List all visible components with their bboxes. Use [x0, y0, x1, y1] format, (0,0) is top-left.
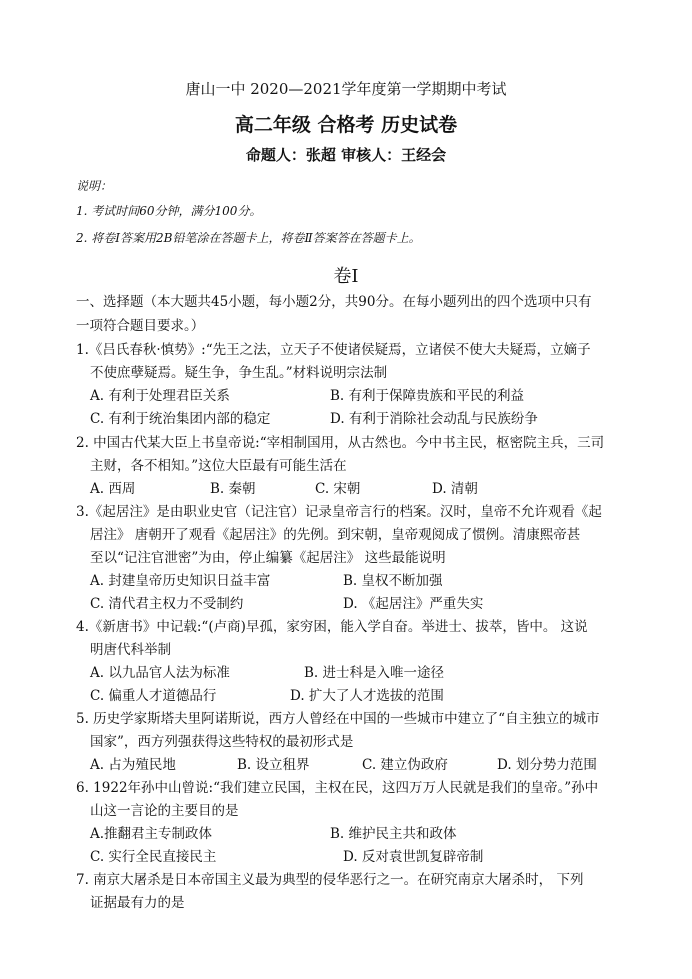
q1-stem-line-1: 1.《吕氏春秋·慎势》:“先王之法，立天子不使诸侯疑焉，立诸侯不使大夫疑焉，立嫡子 [76, 342, 591, 358]
q1-option-c: C. 有利于统治集团内部的稳定 [90, 411, 271, 427]
q5-option-d: D. 划分势力范围 [497, 757, 597, 773]
q4-stem-line-2: 明唐代科举制 [90, 642, 171, 658]
q5-stem-line-2: 国家”，西方列强获得这些特权的最初形式是 [90, 734, 354, 750]
q7-stem-line-1: 7. 南京大屠杀是日本帝国主义最为典型的侵华恶行之一。在研究南京大屠杀时， 下列 [76, 872, 584, 888]
q1-option-d: D. 有利于消除社会动乱与民族纷争 [330, 411, 538, 427]
q3-stem-line-3: 至以“记注官泄密”为由，停止编纂《起居注》 这些最能说明 [90, 550, 446, 566]
q1-stem-line-2: 不使庶孽疑焉。疑生争，争生乱。”材料说明宗法制 [90, 365, 388, 381]
q3-option-d: D. 《起居注》严重失实 [343, 596, 484, 612]
intro-line-2: 一项符合题目要求。） [76, 318, 205, 334]
q1-option-a: A. 有利于处理君臣关系 [90, 388, 230, 404]
q4-option-c: C. 偏重人才道德品行 [90, 688, 217, 704]
q6-option-a: A.推翻君主专制政体 [90, 826, 213, 842]
q4-option-d: D. 扩大了人才选拔的范围 [290, 688, 444, 704]
q3-stem-line-2: 居注》 唐朝开了观看《起居注》的先例。到宋朝，皇帝观阅成了惯例。清康熙帝甚 [90, 527, 581, 543]
q5-option-c: C. 建立伪政府 [362, 757, 448, 773]
q5-stem-line-1: 5. 历史学家斯塔夫里阿诺斯说，西方人曾经在中国的一些城市中建立了“自主独立的城市 [76, 711, 600, 727]
q6-option-c: C. 实行全民直接民主 [90, 849, 217, 865]
q6-option-d: D. 反对袁世凯复辟帝制 [343, 849, 484, 865]
q6-stem-line-2: 山这一言论的主要目的是 [90, 803, 239, 819]
q3-option-a: A. 封建皇帝历史知识日益丰富 [90, 573, 271, 589]
q3-stem-line-1: 3.《起居注》是由职业史官（记注官）记录皇帝言行的档案。汉时，皇帝不允许观看《起 [76, 504, 602, 520]
q2-option-d: D. 清朝 [432, 481, 478, 497]
exam-header-authors: 命题人：张超 审核人：王经会 [245, 146, 447, 164]
exam-header-school: 唐山一中 2020—2021学年度第一学期期中考试 [185, 80, 507, 98]
q3-option-c: C. 清代君主权力不受制约 [90, 596, 244, 612]
q4-option-b: B. 进士科是入唯一途径 [304, 665, 445, 681]
note-item-2: 2. 将卷Ⅰ答案用2B铅笔涂在答题卡上，将卷Ⅱ答案答在答题卡上。 [76, 231, 421, 245]
q3-option-b: B. 皇权不断加强 [343, 573, 443, 589]
q5-option-a: A. 占为殖民地 [90, 757, 176, 773]
q2-stem-line-2: 主财，各不相知。”这位大臣最有可能生活在 [90, 458, 347, 474]
q6-stem-line-1: 6. 1922年孙中山曾说:“我们建立民国，主权在民，这四万万人民就是我们的皇帝。”孙中 [76, 780, 599, 796]
q5-option-b: B. 设立租界 [237, 757, 310, 773]
q2-stem-line-1: 2. 中国古代某大臣上书皇帝说:“宰相制国用，从古然也。今中书主民，枢密院主兵，三司 [76, 435, 605, 451]
intro-line-1: 一、选择题（本大题共45小题，每小题2分，共90分。在每小题列出的四个选项中只有 [76, 294, 592, 310]
q7-stem-line-2: 证据最有力的是 [90, 895, 185, 911]
notes-label: 说明： [76, 179, 113, 193]
note-item-1: 1. 考试时间60分钟，满分100分。 [76, 204, 262, 218]
section-title: 卷Ⅰ [333, 266, 359, 287]
exam-header-title: 高二年级 合格考 历史试卷 [234, 114, 458, 136]
q2-option-a: A. 西周 [90, 481, 136, 497]
q1-option-b: B. 有利于保障贵族和平民的利益 [330, 388, 525, 404]
q4-stem-line-1: 4.《新唐书》中记载:“(卢商)早孤，家穷困，能入学自奋。举进士、拔萃，皆中。 这说 [76, 619, 588, 635]
q6-option-b: B. 维护民主共和政体 [330, 826, 457, 842]
q4-option-a: A. 以九品官人法为标准 [90, 665, 230, 681]
q2-option-c: C. 宋朝 [315, 481, 361, 497]
q2-option-b: B. 秦朝 [210, 481, 256, 497]
